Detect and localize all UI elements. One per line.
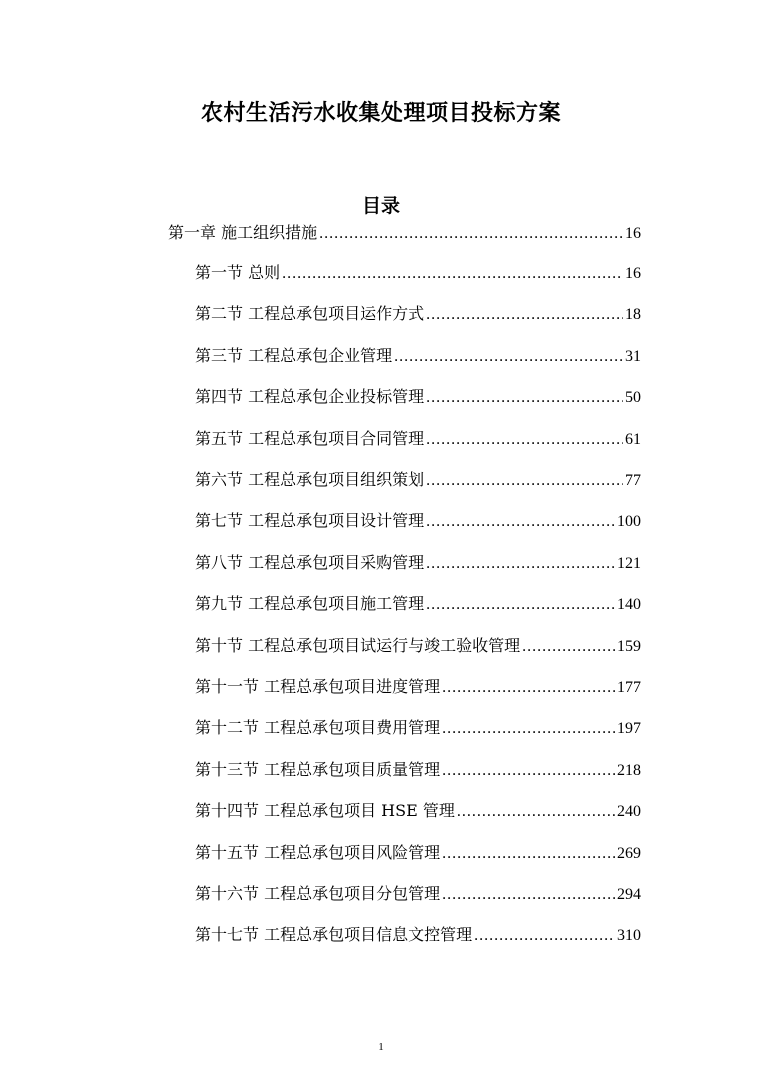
toc-entry-page: 16 — [625, 265, 641, 282]
toc-section-entry[interactable] — [195, 346, 641, 367]
toc-entry-label: 第十三节 工程总承包项目质量管理 — [195, 759, 441, 779]
toc-entry-label: 第十一节 工程总承包项目进度管理 — [195, 677, 441, 696]
toc-dot-leader — [426, 512, 615, 532]
toc-section-entry[interactable] — [195, 511, 641, 532]
toc-dot-leader — [426, 471, 623, 491]
toc-dot-leader — [426, 305, 623, 325]
toc-section-entry[interactable] — [195, 636, 641, 657]
toc-entry-label: 第十四节 工程总承包项目 HSE 管理 — [195, 801, 455, 821]
toc-section-entry[interactable] — [195, 925, 641, 946]
toc-entry-label: 第一节 总则 — [195, 263, 281, 282]
toc-section-entry[interactable] — [195, 304, 641, 325]
toc-dot-leader — [442, 761, 615, 781]
toc-chapter-entry[interactable] — [168, 223, 641, 244]
toc-dot-leader — [442, 719, 615, 739]
toc-entry-page: 218 — [617, 761, 641, 779]
toc-dot-leader — [394, 347, 623, 367]
toc-heading: 目录 — [361, 195, 400, 217]
toc-entry-label: 第十二节 工程总承包项目费用管理 — [195, 718, 441, 738]
toc-entry-page: 140 — [617, 596, 641, 614]
toc-entry-label: 第十节 工程总承包项目试运行与竣工验收管理 — [195, 635, 521, 655]
toc-entry-page: 310 — [617, 927, 641, 945]
toc-section-entry[interactable] — [195, 801, 641, 822]
toc-entry-label: 第八节 工程总承包项目采购管理 — [195, 552, 425, 572]
toc-entry-page: 121 — [617, 554, 641, 572]
toc-dot-leader — [442, 885, 615, 905]
toc-dot-leader — [319, 224, 623, 244]
toc-entry-page: 159 — [617, 637, 641, 655]
toc-entry-label: 第三节 工程总承包企业管理 — [195, 345, 393, 365]
toc-entry-page: 18 — [625, 306, 641, 324]
toc-entry-page: 294 — [617, 886, 641, 903]
toc-dot-leader — [426, 430, 623, 450]
toc-entry-label: 第二节 工程总承包项目运作方式 — [195, 304, 425, 324]
toc-section-entry[interactable] — [195, 760, 641, 781]
toc-entry-page: 77 — [625, 472, 641, 489]
toc-section-entry[interactable] — [195, 884, 641, 905]
toc-entry-page: 16 — [625, 225, 641, 242]
toc-entry-label: 第十五节 工程总承包项目风险管理 — [195, 842, 441, 862]
toc-section-entry[interactable] — [195, 470, 641, 491]
toc-section-entry[interactable] — [195, 263, 641, 284]
toc-dot-leader — [522, 637, 615, 657]
toc-entry-label: 第十六节 工程总承包项目分包管理 — [195, 884, 441, 903]
toc-entry-label: 第五节 工程总承包项目合同管理 — [195, 428, 425, 448]
toc-section-entry[interactable] — [195, 553, 641, 574]
toc-section-entry[interactable] — [195, 387, 641, 408]
toc-section-entry[interactable] — [195, 843, 641, 864]
toc-entry-page: 100 — [617, 513, 641, 531]
toc-entry-label: 第四节 工程总承包企业投标管理 — [195, 387, 425, 407]
toc-dot-leader — [442, 844, 615, 864]
toc-entry-page: 31 — [625, 347, 641, 365]
toc-entry-page: 269 — [617, 844, 641, 862]
toc-dot-leader — [426, 388, 623, 408]
toc-entry-page: 50 — [625, 389, 641, 407]
toc-entry-label: 第十七节 工程总承包项目信息文控管理 — [195, 925, 473, 945]
toc-entry-label: 第七节 工程总承包项目设计管理 — [195, 511, 425, 531]
toc-entry-label: 第六节 工程总承包项目组织策划 — [195, 470, 425, 489]
toc-section-entry[interactable] — [195, 718, 641, 739]
toc-entry-page: 61 — [625, 430, 641, 448]
document-title: 农村生活污水收集处理项目投标方案 — [200, 101, 561, 126]
toc-dot-leader — [426, 595, 615, 615]
toc-entry-page: 197 — [617, 720, 641, 738]
toc-section-entry[interactable] — [195, 594, 641, 615]
toc-entry-page: 177 — [617, 679, 641, 696]
toc-dot-leader — [442, 678, 615, 698]
page-number: 1 — [378, 1041, 384, 1053]
toc-entry-label: 第九节 工程总承包项目施工管理 — [195, 594, 425, 614]
toc-dot-leader — [457, 802, 615, 822]
toc-section-entry[interactable] — [195, 677, 641, 698]
toc-entry-label: 第一章 施工组织措施 — [168, 223, 318, 242]
toc-dot-leader — [282, 264, 623, 284]
toc-dot-leader — [426, 554, 615, 574]
toc-dot-leader — [474, 926, 615, 946]
toc-entry-page: 240 — [617, 803, 641, 821]
toc-section-entry[interactable] — [195, 429, 641, 450]
